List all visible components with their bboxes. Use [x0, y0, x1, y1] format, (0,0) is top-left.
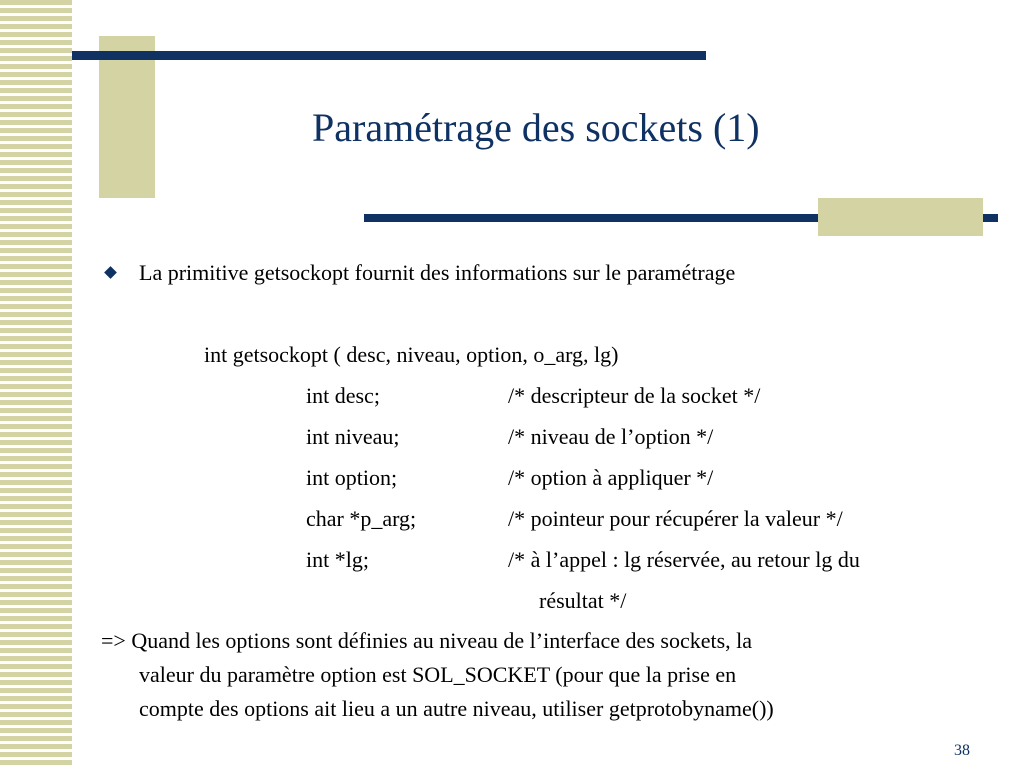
param-decl: int niveau;	[306, 424, 400, 449]
function-signature: int getsockopt ( desc, niveau, option, o_arg, lg)	[204, 342, 619, 367]
param-comment: /* option à appliquer */	[508, 465, 714, 490]
note-line: => Quand les options sont définies au niveau de l’interface des sockets, la	[101, 628, 753, 653]
param-decl: int *lg;	[306, 547, 369, 572]
decorative-block-top	[99, 36, 155, 198]
decorative-block-right	[818, 198, 983, 236]
slide-title: Paramétrage des sockets (1)	[312, 105, 760, 150]
param-decl: int option;	[306, 465, 398, 490]
param-comment: /* à l’appel : lg réservée, au retour lg du	[508, 547, 860, 572]
note-line: valeur du paramètre option est SOL_SOCKET (pour que la prise en	[139, 662, 737, 687]
param-decl: int desc;	[306, 383, 380, 408]
bullet-text: La primitive getsockopt fournit des informations sur le paramétrage	[139, 260, 736, 285]
param-comment: /* niveau de l’option */	[508, 424, 714, 449]
param-comment: /* pointeur pour récupérer la valeur */	[508, 506, 843, 531]
comment-continuation: résultat */	[539, 588, 627, 613]
page-number: 38	[954, 742, 970, 759]
decorative-stripes	[0, 0, 72, 768]
diamond-bullet-icon	[104, 266, 117, 279]
title-rule-top	[72, 51, 706, 60]
param-comment: /* descripteur de la socket */	[508, 383, 761, 408]
note-line: compte des options ait lieu a un autre niveau, utiliser getprotobyname())	[139, 696, 774, 721]
param-decl: char *p_arg;	[306, 506, 417, 531]
